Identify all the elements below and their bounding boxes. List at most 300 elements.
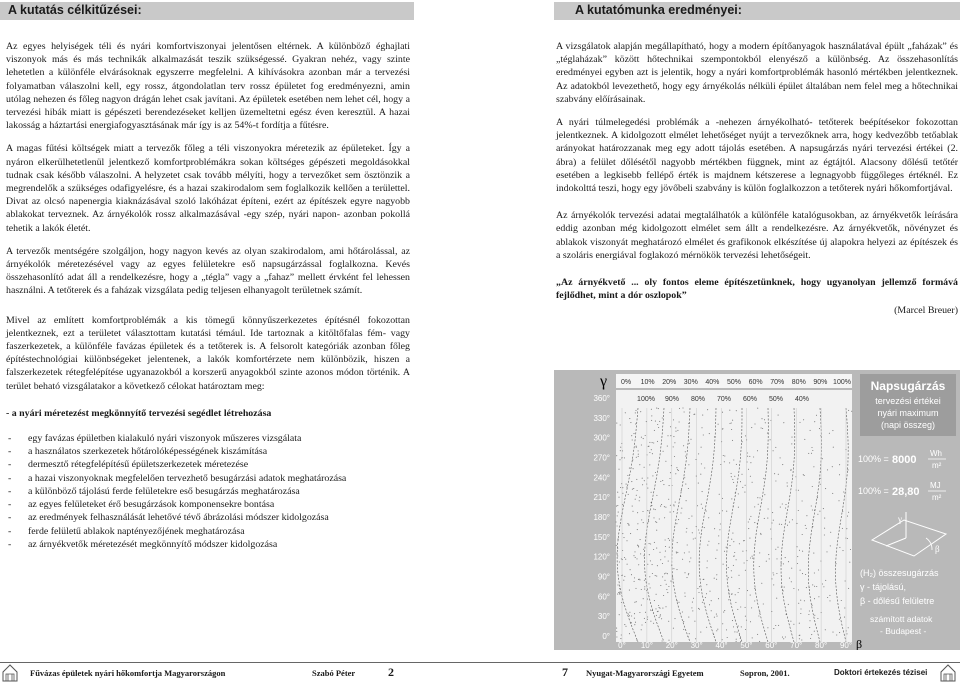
stipple-dot bbox=[767, 627, 768, 628]
stipple-dot bbox=[639, 579, 640, 580]
stipple-dot bbox=[630, 569, 631, 570]
stipple-dot bbox=[662, 480, 663, 481]
stipple-dot bbox=[616, 631, 617, 632]
stipple-dot bbox=[732, 479, 733, 480]
stipple-dot bbox=[674, 456, 675, 457]
stipple-dot bbox=[702, 602, 703, 603]
stipple-dot bbox=[827, 597, 828, 598]
stipple-dot bbox=[702, 508, 703, 509]
stipple-dot bbox=[785, 504, 786, 505]
stipple-dot bbox=[848, 512, 849, 513]
stipple-dot bbox=[722, 510, 723, 511]
x-tick-label: 80° bbox=[815, 641, 828, 650]
ref2-label: 100% = bbox=[858, 486, 889, 496]
stipple-dot bbox=[818, 596, 819, 597]
stipple-dot bbox=[726, 511, 727, 512]
stipple-dot bbox=[763, 603, 764, 604]
stipple-dot bbox=[690, 439, 691, 440]
stipple-dot bbox=[766, 561, 767, 562]
stipple-dot bbox=[669, 547, 670, 548]
stipple-dot bbox=[665, 573, 666, 574]
stipple-dot bbox=[736, 410, 737, 411]
stipple-dot bbox=[659, 607, 660, 608]
stipple-dot bbox=[667, 435, 668, 436]
footer-author: Szabó Péter bbox=[312, 668, 356, 678]
stipple-dot bbox=[639, 612, 640, 613]
stipple-dot bbox=[639, 500, 640, 501]
stipple-dot bbox=[632, 439, 633, 440]
stipple-dot bbox=[718, 535, 719, 536]
stipple-dot bbox=[817, 497, 818, 498]
stipple-dot bbox=[649, 554, 650, 555]
chart-subtitle-3: (napi összeg) bbox=[880, 420, 936, 430]
stipple-dot bbox=[706, 584, 707, 585]
stipple-dot bbox=[814, 586, 815, 587]
stipple-dot bbox=[628, 494, 629, 495]
stipple-dot bbox=[770, 439, 771, 440]
stipple-dot bbox=[791, 581, 792, 582]
stipple-dot bbox=[748, 521, 749, 522]
stipple-dot bbox=[812, 486, 813, 487]
stipple-dot bbox=[656, 522, 657, 523]
stipple-dot bbox=[619, 561, 620, 562]
stipple-dot bbox=[788, 604, 789, 605]
stipple-dot bbox=[781, 524, 782, 525]
stipple-dot bbox=[685, 451, 686, 452]
stipple-dot bbox=[656, 576, 657, 577]
y-tick-label: 60° bbox=[597, 592, 610, 602]
stipple-dot bbox=[641, 629, 642, 630]
stipple-dot bbox=[716, 579, 717, 580]
stipple-dot bbox=[670, 581, 671, 582]
stipple-dot bbox=[719, 494, 720, 495]
stipple-dot bbox=[682, 407, 683, 408]
stipple-dot bbox=[777, 547, 778, 548]
x-tick-label: 90° bbox=[839, 641, 853, 650]
x-tick-label: 70° bbox=[790, 641, 803, 650]
legend-line-1: (H₂) összesugárzás bbox=[860, 568, 939, 578]
stipple-dot bbox=[618, 497, 619, 498]
stipple-dot bbox=[716, 616, 717, 617]
stipple-dot bbox=[666, 584, 667, 585]
stipple-dot bbox=[724, 610, 725, 611]
stipple-dot bbox=[773, 628, 774, 629]
stipple-dot bbox=[745, 616, 746, 617]
page-number: 7 bbox=[562, 665, 568, 679]
stipple-dot bbox=[618, 469, 619, 470]
stipple-dot bbox=[692, 532, 693, 533]
stipple-dot bbox=[665, 507, 666, 508]
stipple-dot bbox=[694, 414, 695, 415]
stipple-dot bbox=[639, 579, 640, 580]
y-tick-label: 120° bbox=[593, 552, 610, 562]
svg-text:γ: γ bbox=[898, 514, 902, 524]
stipple-dot bbox=[679, 421, 680, 422]
stipple-dot bbox=[803, 419, 804, 420]
stipple-dot bbox=[648, 446, 649, 447]
second-scale-label: 80% bbox=[690, 396, 706, 403]
stipple-dot bbox=[676, 569, 677, 570]
stipple-dot bbox=[847, 516, 848, 517]
stipple-dot bbox=[802, 500, 803, 501]
stipple-dot bbox=[752, 482, 753, 483]
stipple-dot bbox=[637, 523, 638, 524]
stipple-dot bbox=[669, 540, 670, 541]
stipple-dot bbox=[686, 577, 687, 578]
stipple-dot bbox=[698, 592, 699, 593]
stipple-dot bbox=[752, 637, 753, 638]
right-paragraph-2: A nyári túlmelegedési problémák a -nehezen árnyékolható- tetőterek beépítésekor fokozottan jelentkeznek. A kidolgozott elmélet lehetőséget nyújt a tervezőknek arra, hogy kedvezőbb tetőablak arányokat határozzanak meg egy adott tájolás esetében. A napsugárzás nyári tervezési értékei (2. ábra) a felület dőlésétől nagyobb mértékben függnek, mint az égtájtól. Alacsony dőlésű tetőtér esetében a legkisebb fellépő érték is majdnem kétszerese a legnagyobb függőleges értéknél. Ez indokolttá teszi, hogy egy jövőbeli szabvány is külön foglalkozzon a tetőterek nyári hőkomfortjával. bbox=[556, 117, 958, 195]
stipple-dot bbox=[638, 564, 639, 565]
stipple-dot bbox=[745, 629, 746, 630]
stipple-dot bbox=[804, 439, 805, 440]
stipple-dot bbox=[747, 456, 748, 457]
stipple-dot bbox=[841, 600, 842, 601]
stipple-dot bbox=[741, 474, 742, 475]
stipple-dot bbox=[716, 614, 717, 615]
stipple-dot bbox=[716, 630, 717, 631]
stipple-dot bbox=[733, 626, 734, 627]
stipple-dot bbox=[849, 562, 850, 563]
stipple-dot bbox=[714, 617, 715, 618]
stipple-dot bbox=[750, 476, 751, 477]
x-axis-symbol: β bbox=[856, 637, 863, 650]
stipple-dot bbox=[750, 595, 751, 596]
stipple-dot bbox=[750, 516, 751, 517]
stipple-dot bbox=[702, 415, 703, 416]
stipple-dot bbox=[673, 504, 674, 505]
stipple-dot bbox=[669, 412, 670, 413]
stipple-dot bbox=[634, 602, 635, 603]
footer-rule bbox=[0, 662, 480, 663]
left-body bbox=[6, 40, 410, 551]
x-tick-label: 0° bbox=[618, 641, 626, 650]
stipple-dot bbox=[736, 559, 737, 560]
stipple-dot bbox=[688, 573, 689, 574]
second-scale-label: 60% bbox=[742, 396, 758, 403]
stipple-dot bbox=[689, 443, 690, 444]
stipple-dot bbox=[664, 556, 665, 557]
stipple-dot bbox=[662, 640, 663, 641]
stipple-dot bbox=[645, 435, 646, 436]
stipple-dot bbox=[634, 624, 635, 625]
stipple-dot bbox=[709, 604, 710, 605]
stipple-dot bbox=[668, 586, 669, 587]
stipple-dot bbox=[682, 559, 683, 560]
ref1-unit-bottom: m² bbox=[932, 461, 942, 470]
legend-line-2: γ - tájolású, bbox=[860, 582, 907, 592]
stipple-dot bbox=[842, 550, 843, 551]
stipple-dot bbox=[691, 607, 692, 608]
stipple-dot bbox=[742, 441, 743, 442]
stipple-dot bbox=[664, 506, 665, 507]
stipple-dot bbox=[844, 607, 845, 608]
stipple-dot bbox=[787, 525, 788, 526]
stipple-dot bbox=[649, 510, 650, 511]
stipple-dot bbox=[799, 635, 800, 636]
stipple-dot bbox=[806, 528, 807, 529]
stipple-dot bbox=[635, 557, 636, 558]
stipple-dot bbox=[768, 554, 769, 555]
stipple-dot bbox=[749, 538, 750, 539]
stipple-dot bbox=[662, 563, 663, 564]
stipple-dot bbox=[692, 602, 693, 603]
stipple-dot bbox=[851, 411, 852, 412]
stipple-dot bbox=[639, 464, 640, 465]
stipple-dot bbox=[838, 500, 839, 501]
stipple-dot bbox=[619, 593, 620, 594]
stipple-dot bbox=[664, 580, 665, 581]
stipple-dot bbox=[738, 625, 739, 626]
stipple-dot bbox=[805, 525, 806, 526]
stipple-dot bbox=[744, 540, 745, 541]
stipple-dot bbox=[718, 598, 719, 599]
stipple-dot bbox=[736, 464, 737, 465]
stipple-dot bbox=[729, 545, 730, 546]
stipple-dot bbox=[814, 572, 815, 573]
stipple-dot bbox=[791, 568, 792, 569]
stipple-dot bbox=[637, 545, 638, 546]
stipple-dot bbox=[797, 556, 798, 557]
stipple-dot bbox=[695, 459, 696, 460]
stipple-dot bbox=[814, 631, 815, 632]
stipple-dot bbox=[716, 574, 717, 575]
stipple-dot bbox=[646, 421, 647, 422]
stipple-dot bbox=[660, 559, 661, 560]
stipple-dot bbox=[653, 549, 654, 550]
stipple-dot bbox=[654, 430, 655, 431]
stipple-dot bbox=[705, 597, 706, 598]
stipple-dot bbox=[684, 552, 685, 553]
stipple-dot bbox=[676, 552, 677, 553]
stipple-dot bbox=[785, 636, 786, 637]
stipple-dot bbox=[677, 469, 678, 470]
stipple-dot bbox=[708, 517, 709, 518]
stipple-dot bbox=[814, 421, 815, 422]
stipple-dot bbox=[787, 482, 788, 483]
stipple-dot bbox=[798, 603, 799, 604]
stipple-dot bbox=[812, 605, 813, 606]
stipple-dot bbox=[636, 457, 637, 458]
stipple-dot bbox=[782, 503, 783, 504]
y-axis-symbol: γ bbox=[600, 373, 608, 390]
stipple-dot bbox=[617, 584, 618, 585]
x-tick-label: 40° bbox=[715, 641, 728, 650]
stipple-dot bbox=[754, 423, 755, 424]
stipple-dot bbox=[848, 627, 849, 628]
stipple-dot bbox=[661, 618, 662, 619]
y-tick-label: 210° bbox=[593, 493, 610, 503]
stipple-dot bbox=[676, 523, 677, 524]
stipple-dot bbox=[677, 430, 678, 431]
stipple-dot bbox=[734, 476, 735, 477]
stipple-dot bbox=[681, 508, 682, 509]
stipple-dot bbox=[634, 551, 635, 552]
stipple-dot bbox=[656, 548, 657, 549]
top-scale-label: 30% bbox=[683, 379, 698, 386]
stipple-dot bbox=[745, 435, 746, 436]
stipple-dot bbox=[635, 622, 636, 623]
stipple-dot bbox=[744, 492, 745, 493]
stipple-dot bbox=[628, 614, 629, 615]
stipple-dot bbox=[816, 586, 817, 587]
stipple-dot bbox=[729, 410, 730, 411]
stipple-dot bbox=[638, 454, 639, 455]
stipple-dot bbox=[653, 442, 654, 443]
stipple-dot bbox=[643, 438, 644, 439]
chart-title: Napsugárzás bbox=[870, 379, 946, 393]
y-tick-label: 0° bbox=[602, 632, 610, 641]
stipple-dot bbox=[666, 589, 667, 590]
stipple-dot bbox=[820, 484, 821, 485]
stipple-dot bbox=[808, 453, 809, 454]
stipple-dot bbox=[661, 504, 662, 505]
stipple-dot bbox=[656, 530, 657, 531]
stipple-dot bbox=[800, 570, 801, 571]
stipple-dot bbox=[673, 511, 674, 512]
stipple-dot bbox=[751, 607, 752, 608]
stipple-dot bbox=[772, 512, 773, 513]
stipple-dot bbox=[769, 558, 770, 559]
stipple-dot bbox=[799, 550, 800, 551]
stipple-dot bbox=[727, 637, 728, 638]
stipple-dot bbox=[781, 563, 782, 564]
house-logo-icon bbox=[2, 664, 18, 682]
stipple-dot bbox=[643, 549, 644, 550]
stipple-dot bbox=[624, 624, 625, 625]
stipple-dot bbox=[619, 459, 620, 460]
stipple-dot bbox=[810, 430, 811, 431]
stipple-dot bbox=[663, 484, 664, 485]
stipple-dot bbox=[651, 449, 652, 450]
stipple-dot bbox=[622, 504, 623, 505]
stipple-dot bbox=[780, 457, 781, 458]
list-item: - a különböző tájolású ferde felületekre eső besugárzás meghatározása bbox=[6, 485, 410, 498]
stipple-dot bbox=[717, 629, 718, 630]
stipple-dot bbox=[812, 450, 813, 451]
stipple-dot bbox=[688, 574, 689, 575]
stipple-dot bbox=[706, 593, 707, 594]
stipple-dot bbox=[773, 584, 774, 585]
stipple-dot bbox=[676, 551, 677, 552]
stipple-dot bbox=[635, 423, 636, 424]
stipple-dot bbox=[631, 615, 632, 616]
stipple-dot bbox=[663, 595, 664, 596]
list-item: - egy favázas épületben kialakuló nyári viszonyok műszeres vizsgálata bbox=[6, 432, 410, 445]
stipple-dot bbox=[698, 529, 699, 530]
stipple-dot bbox=[698, 453, 699, 454]
stipple-dot bbox=[823, 508, 824, 509]
stipple-dot bbox=[647, 619, 648, 620]
stipple-dot bbox=[625, 626, 626, 627]
stipple-dot bbox=[663, 451, 664, 452]
stipple-dot bbox=[711, 610, 712, 611]
stipple-dot bbox=[616, 545, 617, 546]
stipple-dot bbox=[774, 473, 775, 474]
stipple-dot bbox=[655, 421, 656, 422]
stipple-dot bbox=[631, 435, 632, 436]
stipple-dot bbox=[685, 484, 686, 485]
stipple-dot bbox=[731, 570, 732, 571]
stipple-dot bbox=[728, 599, 729, 600]
stipple-dot bbox=[658, 408, 659, 409]
stipple-dot bbox=[659, 608, 660, 609]
ref1-label: 100% = bbox=[858, 454, 889, 464]
second-scale-label: 40% bbox=[794, 396, 810, 403]
stipple-dot bbox=[782, 637, 783, 638]
stipple-dot bbox=[636, 495, 637, 496]
stipple-dot bbox=[686, 500, 687, 501]
stipple-dot bbox=[814, 615, 815, 616]
stipple-dot bbox=[745, 607, 746, 608]
stipple-dot bbox=[644, 586, 645, 587]
stipple-dot bbox=[617, 525, 618, 526]
stipple-dot bbox=[799, 623, 800, 624]
stipple-dot bbox=[670, 472, 671, 473]
stipple-dot bbox=[806, 515, 807, 516]
stipple-dot bbox=[759, 612, 760, 613]
stipple-dot bbox=[811, 505, 812, 506]
x-tick-label: 10° bbox=[640, 641, 653, 650]
stipple-dot bbox=[718, 543, 719, 544]
stipple-dot bbox=[670, 505, 671, 506]
stipple-dot bbox=[825, 488, 826, 489]
top-scale-label: 80% bbox=[791, 379, 806, 386]
top-scale-label: 20% bbox=[662, 379, 677, 386]
stipple-dot bbox=[791, 443, 792, 444]
stipple-dot bbox=[793, 624, 794, 625]
stipple-dot bbox=[665, 461, 666, 462]
stipple-dot bbox=[739, 588, 740, 589]
stipple-dot bbox=[735, 594, 736, 595]
stipple-dot bbox=[749, 519, 750, 520]
stipple-dot bbox=[616, 636, 617, 637]
stipple-dot bbox=[617, 555, 618, 556]
stipple-dot bbox=[716, 550, 717, 551]
stipple-dot bbox=[622, 533, 623, 534]
stipple-dot bbox=[684, 411, 685, 412]
stipple-dot bbox=[658, 605, 659, 606]
stipple-dot bbox=[750, 621, 751, 622]
x-tick-label: 50° bbox=[740, 641, 753, 650]
stipple-dot bbox=[845, 580, 846, 581]
stipple-dot bbox=[683, 629, 684, 630]
stipple-dot bbox=[757, 497, 758, 498]
stipple-dot bbox=[719, 529, 720, 530]
y-tick-label: 240° bbox=[593, 473, 610, 483]
stipple-dot bbox=[668, 561, 669, 562]
stipple-dot bbox=[633, 555, 634, 556]
stipple-dot bbox=[771, 522, 772, 523]
stipple-dot bbox=[632, 511, 633, 512]
stipple-dot bbox=[741, 626, 742, 627]
stipple-dot bbox=[839, 619, 840, 620]
stipple-dot bbox=[649, 452, 650, 453]
top-scale-label: 40% bbox=[705, 379, 720, 386]
stipple-dot bbox=[641, 519, 642, 520]
stipple-dot bbox=[706, 627, 707, 628]
stipple-dot bbox=[655, 472, 656, 473]
list-item: - a hazai viszonyoknak megfelelően tervezhető besugárzási adatok meghatározása bbox=[6, 472, 410, 485]
stipple-dot bbox=[649, 576, 650, 577]
stipple-dot bbox=[644, 580, 645, 581]
x-tick-label: 60° bbox=[765, 641, 778, 650]
stipple-dot bbox=[720, 464, 721, 465]
stipple-dot bbox=[844, 617, 845, 618]
left-paragraph-1: Az egyes helyiségek téli és nyári komfortviszonyai jelentősen eltérnek. A különböző éghajlati viszonyok más és más technikák alkalmazását teszik szükségessé. Gyakran nehéz, vagy szinte lehetetlen a különféle elvárásoknak egyszerre megfelelni. A kihívásokra azonban már a tervezési folyamatban válaszolni kell, egy rossz, átgondolatlan terv rossz épületet fog eredményezni, amin utólag nehezen és főleg nagyon drágán lehet csak javítani. Az épületek esetében nem lehet cél, hogy a tervezési hibák miatt is gépészeti berendezéseket kelljen üzemeltetni egész éven keresztül. A hazai lakosság a háztartási energiafogyasztásának már így is az 54%-t fordítja a fűtésre. bbox=[6, 41, 410, 132]
stipple-dot bbox=[805, 574, 806, 575]
stipple-dot bbox=[620, 447, 621, 448]
